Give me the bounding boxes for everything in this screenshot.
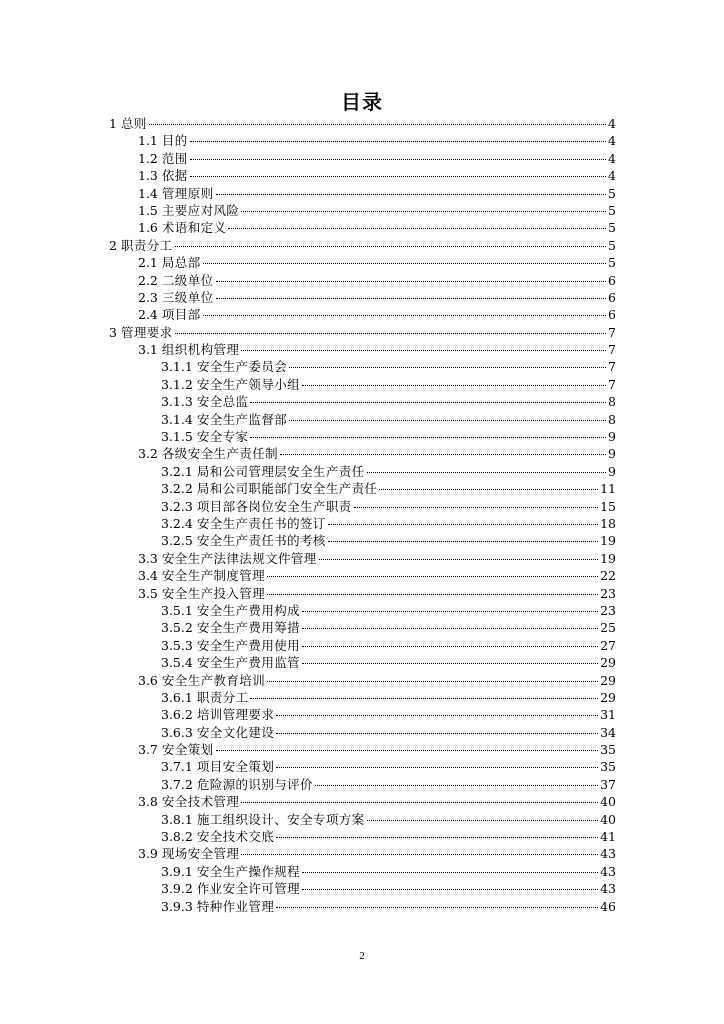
toc-entry[interactable] [109, 219, 616, 236]
toc-entry-title: 现场安全管理 [161, 846, 240, 862]
toc-entry[interactable] [109, 515, 616, 532]
toc-entry[interactable] [109, 532, 616, 549]
toc-entry-page: 4 [608, 133, 616, 149]
toc-entry-page: 15 [600, 498, 616, 514]
toc-dot-leader [241, 211, 606, 212]
toc-entry-page: 29 [600, 655, 616, 671]
toc-entry-title: 安全策划 [161, 742, 214, 758]
toc-entry[interactable] [109, 376, 616, 393]
toc-entry-title: 施工组织设计、安全专项方案 [196, 811, 365, 827]
toc-entry-number: 3.1.1 [161, 359, 193, 375]
toc-entry-page: 7 [608, 359, 616, 375]
toc-entry-page: 9 [608, 429, 616, 445]
toc-entry-number: 3.5.2 [161, 620, 193, 636]
toc-entry[interactable] [109, 776, 616, 793]
toc-entry-page: 41 [600, 829, 616, 845]
toc-entry-title: 安全文化建设 [196, 724, 275, 740]
toc-entry-title: 管理要求 [120, 324, 173, 340]
toc-entry-number: 3.5 [138, 585, 158, 601]
toc-dot-leader [276, 767, 598, 768]
toc-entry-page: 43 [600, 846, 616, 862]
toc-entry[interactable] [109, 880, 616, 897]
toc-entry-number: 3.9 [138, 846, 158, 862]
toc-entry-title: 安全生产费用使用 [196, 637, 301, 653]
toc-entry[interactable] [109, 550, 616, 567]
toc-entry-page: 19 [600, 550, 616, 566]
toc-entry-page: 25 [600, 620, 616, 636]
toc-entry-page: 6 [608, 272, 616, 288]
toc-dot-leader [267, 594, 598, 595]
toc-entry-page: 5 [608, 202, 616, 218]
toc-entry-page: 7 [608, 324, 616, 340]
toc-dot-leader [367, 820, 599, 821]
toc-entry-page: 4 [608, 168, 616, 184]
toc-dot-leader [302, 872, 598, 873]
toc-entry-number: 3.6.3 [161, 724, 193, 740]
toc-entry-title: 安全技术交底 [196, 829, 275, 845]
toc-entry-title: 三级单位 [161, 289, 214, 305]
toc-entry-number: 3.2.4 [161, 515, 193, 531]
toc-entry-title: 依据 [161, 168, 188, 184]
toc-entry[interactable] [109, 411, 616, 428]
toc-entry-title: 安全专家 [196, 429, 249, 445]
toc-dot-leader [216, 194, 607, 195]
toc-entry-number: 3.1.5 [161, 429, 193, 445]
toc-dot-leader [280, 454, 606, 455]
toc-entry-title: 主要应对风险 [161, 202, 240, 218]
toc-dot-leader [267, 681, 598, 682]
toc-entry-number: 3.6.1 [161, 689, 193, 705]
toc-entry-page: 5 [608, 185, 616, 201]
toc-dot-leader [379, 489, 598, 490]
toc-dot-leader [175, 333, 606, 334]
toc-entry-title: 安全生产法律法规文件管理 [161, 550, 317, 566]
toc-entry-title: 安全生产监督部 [196, 411, 288, 427]
toc-dot-leader [216, 750, 599, 751]
toc-entry-page: 35 [600, 742, 616, 758]
toc-entry[interactable] [109, 567, 616, 584]
toc-entry-title: 职责分工 [120, 237, 173, 253]
toc-entry-page: 8 [608, 411, 616, 427]
toc-entry[interactable] [109, 811, 616, 828]
toc-entry[interactable] [109, 706, 616, 723]
toc-entry[interactable] [109, 480, 616, 497]
toc-entry-number: 2.3 [138, 289, 158, 305]
toc-entry-number: 3 [109, 324, 117, 340]
toc-entry-number: 3.7.1 [161, 759, 193, 775]
toc-dot-leader [367, 472, 607, 473]
toc-entry-number: 1.1 [138, 133, 158, 149]
toc-entry-title: 特种作业管理 [196, 898, 275, 914]
toc-entry[interactable] [109, 272, 616, 289]
toc-entry-number: 1.2 [138, 150, 158, 166]
toc-entry[interactable] [109, 463, 616, 480]
toc-entry-number: 3.5.4 [161, 655, 193, 671]
toc-entry-page: 9 [608, 463, 616, 479]
toc-entry-number: 1.6 [138, 220, 158, 236]
toc-dot-leader [190, 176, 606, 177]
toc-entry-number: 1.5 [138, 202, 158, 218]
toc-entry-title: 安全生产操作规程 [196, 863, 301, 879]
toc-dot-leader [319, 559, 598, 560]
toc-dot-leader [302, 646, 598, 647]
toc-entry-page: 4 [608, 150, 616, 166]
toc-entry-title: 安全生产费用构成 [196, 602, 301, 618]
toc-entry-page: 6 [608, 307, 616, 323]
toc-entry-title: 安全生产委员会 [196, 359, 288, 375]
toc-entry[interactable] [109, 863, 616, 880]
toc-dot-leader [328, 541, 598, 542]
toc-entry-page: 46 [600, 898, 616, 914]
toc-entry-number: 3.2.1 [161, 463, 193, 479]
toc-entry-number: 2 [109, 237, 117, 253]
toc-entry-title: 二级单位 [161, 272, 214, 288]
toc-dot-leader [267, 576, 598, 577]
toc-entry[interactable] [109, 758, 616, 775]
toc-entry[interactable] [109, 202, 616, 219]
toc-entry-page: 40 [600, 811, 616, 827]
toc-dot-leader [289, 367, 606, 368]
toc-entry-number: 3.1 [138, 342, 158, 358]
toc-dot-leader [241, 802, 598, 803]
toc-title: 目录 [341, 90, 383, 114]
toc-dot-leader [276, 715, 598, 716]
toc-entry[interactable] [109, 185, 616, 202]
toc-entry[interactable] [109, 898, 616, 915]
toc-entry-page: 23 [600, 602, 616, 618]
toc-entry[interactable] [109, 445, 616, 462]
toc-entry[interactable] [109, 793, 616, 810]
toc-entry[interactable] [109, 254, 616, 271]
toc-entry-title: 危险源的识别与评价 [196, 776, 313, 792]
toc-dot-leader [203, 263, 606, 264]
toc-entry-number: 2.4 [138, 307, 158, 323]
page-number: 2 [359, 950, 365, 962]
toc-entry-number: 3.8.2 [161, 829, 193, 845]
toc-entry-title: 安全生产费用筹措 [196, 620, 301, 636]
toc-entry-page: 9 [608, 446, 616, 462]
toc-entry-title: 项目部 [161, 307, 201, 323]
toc-entry[interactable] [109, 115, 616, 132]
toc-dot-leader [315, 785, 598, 786]
toc-entry-number: 3.2.2 [161, 481, 193, 497]
toc-entry-number: 3.9.2 [161, 881, 193, 897]
toc-list [109, 115, 616, 915]
toc-entry-page: 40 [600, 794, 616, 810]
toc-entry[interactable] [109, 619, 616, 636]
toc-entry-number: 1.4 [138, 185, 158, 201]
toc-dot-leader [302, 663, 598, 664]
toc-dot-leader [276, 837, 598, 838]
toc-entry[interactable] [109, 602, 616, 619]
toc-entry-page: 31 [600, 707, 616, 723]
toc-entry-number: 1.3 [138, 168, 158, 184]
toc-entry-page: 29 [600, 672, 616, 688]
toc-dot-leader [216, 281, 607, 282]
toc-entry-page: 43 [600, 881, 616, 897]
toc-entry-number: 3.6 [138, 672, 158, 688]
toc-entry-title: 安全总监 [196, 394, 249, 410]
toc-dot-leader [203, 315, 606, 316]
toc-entry-title: 管理原则 [161, 185, 214, 201]
toc-dot-leader [302, 611, 598, 612]
toc-entry-number: 3.2.5 [161, 533, 193, 549]
toc-entry[interactable] [109, 341, 616, 358]
toc-entry-page: 11 [600, 481, 616, 497]
toc-entry-number: 3.3 [138, 550, 158, 566]
toc-entry[interactable] [109, 393, 616, 410]
toc-entry-page: 19 [600, 533, 616, 549]
toc-entry-page: 5 [608, 255, 616, 271]
toc-entry-title: 组织机构管理 [161, 342, 240, 358]
toc-entry[interactable] [109, 498, 616, 515]
toc-dot-leader [328, 524, 598, 525]
toc-dot-leader [250, 437, 606, 438]
toc-entry-number: 3.2.3 [161, 498, 193, 514]
toc-entry-number: 3.4 [138, 568, 158, 584]
toc-entry[interactable] [109, 585, 616, 602]
toc-entry-title: 项目部各岗位安全生产职责 [196, 498, 352, 514]
toc-entry-title: 项目安全策划 [196, 759, 275, 775]
toc-entry[interactable] [109, 167, 616, 184]
toc-dot-leader [276, 733, 598, 734]
toc-entry-page: 35 [600, 759, 616, 775]
toc-entry-title: 各级安全生产责任制 [161, 446, 278, 462]
toc-entry-number: 3.5.3 [161, 637, 193, 653]
toc-entry-title: 安全生产费用监管 [196, 655, 301, 671]
toc-entry[interactable] [109, 324, 616, 341]
toc-dot-leader [190, 159, 606, 160]
toc-entry-number: 2.2 [138, 272, 158, 288]
toc-entry-page: 6 [608, 289, 616, 305]
toc-entry-page: 18 [600, 515, 616, 531]
toc-entry-page: 7 [608, 342, 616, 358]
toc-entry[interactable] [109, 150, 616, 167]
toc-entry-number: 3.1.3 [161, 394, 193, 410]
toc-entry-page: 5 [608, 237, 616, 253]
toc-entry-number: 3.9.3 [161, 898, 193, 914]
toc-entry-title: 职责分工 [196, 689, 249, 705]
toc-dot-leader [190, 141, 606, 142]
toc-entry[interactable] [109, 845, 616, 862]
toc-entry[interactable] [109, 428, 616, 445]
toc-entry-title: 局和公司职能部门安全生产责任 [196, 481, 378, 497]
toc-entry-title: 安全生产责任书的考核 [196, 533, 326, 549]
toc-entry[interactable] [109, 289, 616, 306]
toc-entry-title: 术语和定义 [161, 220, 227, 236]
toc-dot-leader [216, 298, 607, 299]
toc-entry-title: 总则 [120, 116, 147, 131]
toc-entry-title: 安全生产领导小组 [196, 376, 301, 392]
toc-entry-page: 29 [600, 689, 616, 705]
toc-entry-number: 3.1.2 [161, 376, 193, 392]
toc-entry-number: 3.8 [138, 794, 158, 810]
toc-entry-number: 3.8.1 [161, 811, 193, 827]
toc-entry-title: 安全生产制度管理 [161, 568, 266, 584]
toc-dot-leader [250, 698, 598, 699]
toc-entry[interactable] [109, 724, 616, 741]
toc-dot-leader [276, 907, 598, 908]
toc-dot-leader [241, 350, 606, 351]
toc-dot-leader [302, 889, 598, 890]
toc-entry-title: 安全技术管理 [161, 794, 240, 810]
toc-entry-number: 1 [109, 116, 117, 131]
toc-entry[interactable] [109, 672, 616, 689]
toc-entry-title: 范围 [161, 150, 188, 166]
toc-entry-title: 安全生产责任书的签订 [196, 515, 326, 531]
toc-entry-title: 培训管理要求 [196, 707, 275, 723]
toc-entry-number: 3.2 [138, 446, 158, 462]
toc-dot-leader [175, 246, 606, 247]
toc-entry-title: 作业安全许可管理 [196, 881, 301, 897]
toc-entry[interactable] [109, 828, 616, 845]
toc-entry-number: 3.1.4 [161, 411, 193, 427]
toc-dot-leader [289, 420, 606, 421]
toc-dot-leader [354, 507, 598, 508]
toc-entry-number: 3.7 [138, 742, 158, 758]
toc-dot-leader [241, 854, 598, 855]
toc-entry-number: 2.1 [138, 255, 158, 271]
toc-entry-number: 3.9.1 [161, 863, 193, 879]
toc-entry-page: 7 [608, 376, 616, 392]
toc-entry[interactable] [109, 358, 616, 375]
toc-entry-page: 5 [608, 220, 616, 236]
toc-dot-leader [302, 385, 606, 386]
toc-entry-page: 23 [600, 585, 616, 601]
toc-entry[interactable] [109, 689, 616, 706]
toc-entry-page: 37 [600, 776, 616, 792]
toc-dot-leader [149, 124, 606, 125]
toc-entry-page: 8 [608, 394, 616, 410]
toc-entry[interactable] [109, 654, 616, 671]
toc-entry[interactable] [109, 132, 616, 149]
toc-entry-title: 局总部 [161, 255, 201, 271]
toc-entry-page: 22 [600, 568, 616, 584]
toc-entry-title: 局和公司管理层安全生产责任 [196, 463, 365, 479]
toc-entry[interactable] [109, 237, 616, 254]
toc-entry-title: 安全生产投入管理 [161, 585, 266, 601]
toc-entry-title: 安全生产教育培训 [161, 672, 266, 688]
toc-dot-leader [302, 628, 598, 629]
toc-entry[interactable] [109, 306, 616, 323]
toc-entry-number: 3.7.2 [161, 776, 193, 792]
toc-entry-number: 3.6.2 [161, 707, 193, 723]
toc-entry[interactable] [109, 637, 616, 654]
toc-entry-page: 43 [600, 863, 616, 879]
toc-dot-leader [250, 402, 606, 403]
toc-entry-page: 27 [600, 637, 616, 653]
toc-entry-title: 目的 [161, 133, 188, 149]
toc-entry-page: 34 [600, 724, 616, 740]
toc-entry-page: 4 [608, 116, 616, 131]
toc-entry-number: 3.5.1 [161, 602, 193, 618]
toc-dot-leader [228, 228, 606, 229]
toc-entry[interactable] [109, 741, 616, 758]
